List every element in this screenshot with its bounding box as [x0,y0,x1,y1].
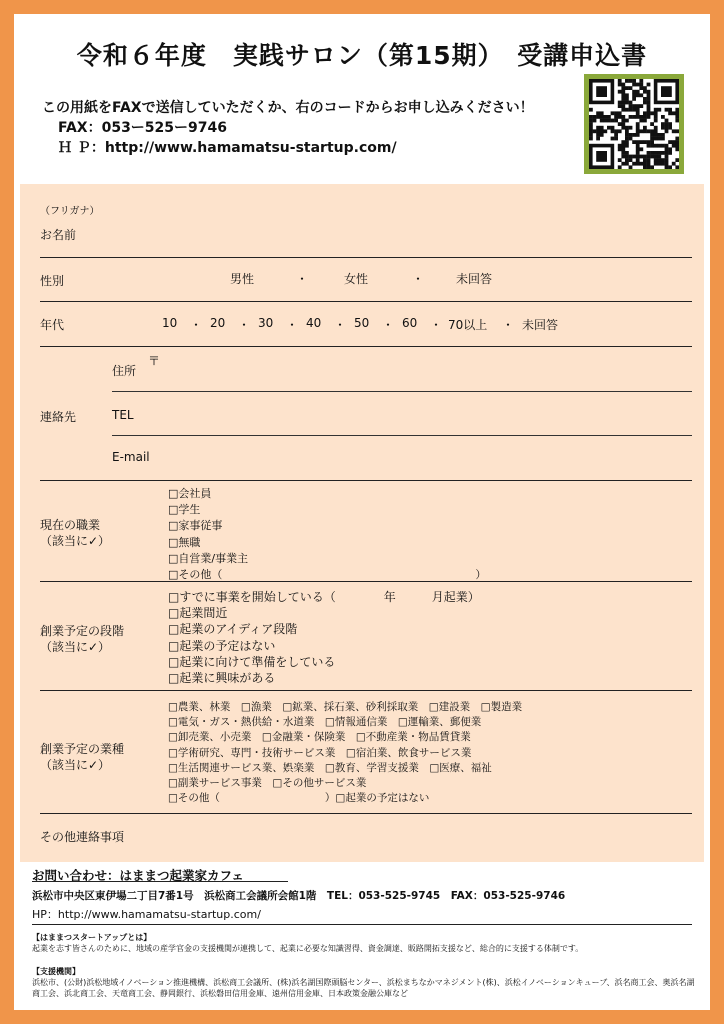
about-text: 起業を志す皆さんのために、地域の産学官金の支援機関が連携して、起業に必要な知識習得、資金調達、販路開拓支援など、総合的に支援する体制です。 [32,944,584,953]
industry-row[interactable]: □卸売業、小売業 □金融業・保険業 □不動産業・物品賃貸業 [168,731,471,744]
intro-instruction: この用紙をFAXで送信していただくか、右のコードからお申し込みください！ [42,100,534,116]
intro-block [42,98,534,158]
application-sheet [14,14,710,1010]
about-block [32,932,698,954]
industry-checklist [168,700,522,806]
application-form [20,184,704,862]
job-option-employee[interactable]: □会社員 [168,487,212,500]
separator: ・ [382,318,395,332]
intro-fax: FAX：053ー525ー9746 [58,120,227,136]
job-option-other[interactable]: □その他（ ） [168,568,487,582]
separator: ・ [238,318,251,332]
qr-code-icon[interactable] [584,74,684,174]
support-title: 【支援機関】 [32,967,80,976]
contact-homepage[interactable]: HP：http://www.hamamatsu-startup.com/ [32,908,261,921]
support-block [32,966,698,999]
stage-option-started[interactable]: □すでに事業を開始している（ 年 月起業） [168,590,480,604]
contact-label: 連絡先 [40,410,77,424]
other-notes-label: その他連絡事項 [40,830,125,844]
age-option-40[interactable]: 40 [306,316,322,330]
gender-label: 性別 [40,274,65,288]
industry-label: 創業予定の業種 [40,742,125,756]
name-field[interactable] [110,202,690,254]
age-option-70-plus[interactable]: 70以上 [448,318,488,332]
divider [112,391,692,392]
job-hint: （該当に✓） [40,534,111,548]
job-option-unemployed[interactable]: □無職 [168,535,201,549]
separator: ・ [502,318,515,332]
job-option-homemaker[interactable]: □家事従事 [168,519,223,533]
email-label: E-mail [112,450,150,464]
stage-option-soon[interactable]: □起業間近 [168,606,228,621]
address-label: 住所 [112,364,137,378]
job-checklist [168,486,486,583]
stage-label: 創業予定の段階 [40,624,125,638]
gender-option-male[interactable]: 男性 [230,272,255,286]
age-option-no-answer[interactable]: 未回答 [522,318,559,332]
contact-title: お問い合わせ：はままつ起業家カフェ [32,868,244,883]
divider [112,435,692,436]
industry-hint: （該当に✓） [40,758,111,772]
about-title: 【はままつスタートアップとは】 [32,933,152,942]
stage-hint: （該当に✓） [40,640,111,654]
job-option-self-employed[interactable]: □自営業/事業主 [168,551,249,565]
stage-option-no-plan[interactable]: □起業の予定はない [168,638,276,653]
age-label: 年代 [40,318,65,332]
separator: ・ [430,318,443,332]
divider [40,346,692,347]
divider [40,581,692,582]
postal-mark: 〒 [148,354,161,368]
divider [32,924,692,925]
age-option-30[interactable]: 30 [258,316,274,330]
support-text: 浜松市、(公財)浜松地域イノベーション推進機構、浜松商工会議所、(株)浜名湖国際頭脳センター、浜松まちなかマネジメント(株)、浜松イノベーションキューブ、浜名商工会、奥浜名湖商工会、浜北商工会、天竜商工会、静岡銀行、浜松磐田信用金庫、遠州信用金庫、日本政策金融公庫など [32,978,695,998]
separator: ・ [334,318,347,332]
separator: ・ [190,318,203,332]
industry-row[interactable]: □農業、林業 □漁業 □鉱業、採石業、砂利採取業 □建設業 □製造業 [168,701,523,713]
contact-address: 浜松市中央区東伊場二丁目7番1号 浜松商工会議所会館1階 TEL：053-525-9745 FAX：053-525-9746 [32,890,566,902]
industry-row[interactable]: □学術研究、専門・技術サービス業 □宿泊業、飲食サービス業 [168,746,472,759]
stage-option-preparing[interactable]: □起業に向けて準備をしている [168,654,336,669]
stage-option-idea[interactable]: □起業のアイディア段階 [168,622,298,637]
industry-row[interactable]: □電気・ガス・熱供給・水道業 □情報通信業 □運輸業、郵便業 [168,716,482,729]
divider [40,257,692,258]
divider [40,813,692,814]
age-option-20[interactable]: 20 [210,316,226,330]
divider [40,301,692,302]
address-field[interactable] [160,350,690,388]
page-title: 令和６年度 実践サロン（第15期） 受講申込書 [76,41,648,70]
separator: ・ [412,272,425,286]
divider [32,881,288,882]
tel-label: TEL [112,408,134,422]
age-option-50[interactable]: 50 [354,316,370,330]
separator: ・ [296,272,309,286]
separator: ・ [286,318,299,332]
other-notes-field[interactable] [160,820,690,856]
gender-option-female[interactable]: 女性 [344,272,369,286]
stage-checklist [168,589,480,686]
job-option-student[interactable]: □学生 [168,503,201,517]
name-label: お名前 [40,228,77,242]
tel-field[interactable] [150,396,690,432]
industry-row[interactable]: □副業サービス事業 □その他サービス業 [168,777,367,790]
industry-row[interactable]: □生活関連サービス業、娯楽業 □教育、学習支援業 □医療、福祉 [168,761,492,774]
industry-row[interactable]: □その他（ ）□起業の予定はない [168,792,430,805]
job-label: 現在の職業 [40,518,101,532]
intro-homepage[interactable]: Ｈ Ｐ：http://www.hamamatsu-startup.com/ [58,140,397,156]
age-option-10[interactable]: 10 [162,316,178,330]
gender-option-no-answer[interactable]: 未回答 [456,272,493,286]
divider [40,690,692,691]
age-option-60[interactable]: 60 [402,316,418,330]
stage-option-interested[interactable]: □起業に興味がある [168,671,276,686]
divider [40,480,692,481]
email-field[interactable] [160,440,690,476]
furigana-label: （フリガナ） [40,206,100,217]
